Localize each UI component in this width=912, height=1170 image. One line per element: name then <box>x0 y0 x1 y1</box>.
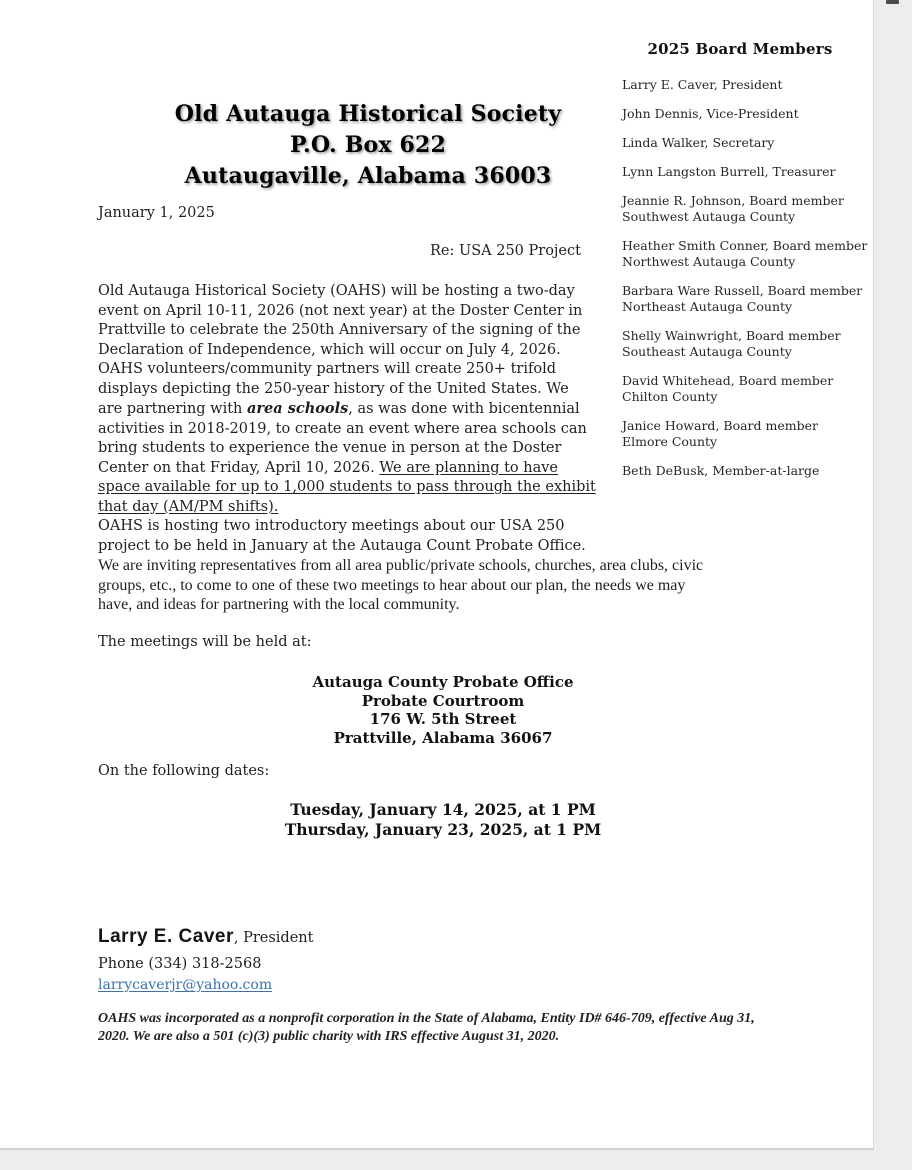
meeting-dates-block <box>98 800 788 839</box>
venue-name: Autauga County Probate Office <box>312 673 574 691</box>
paragraph-event-description: Old Autauga Historical Society (OAHS) will be hosting a two-day event on April 10-11, 2026 (not next year) at the Doster Center in Prattville to celebrate the 250th Anniversary of the signing of the Declaration of Independence, which will occur on July 4, 2026. OAHS volunteers/community partners will create 250+ trifold displays depicting the 250-year history of the United States. We are partnering with area schools, as was done with bicentennial activities in 2018-2019, to create an event where area schools can bring students to experience the venue in person at the Doster Center on that Friday, April 10, 2026. We are planning to have space available for up to 1,000 students to pass through the exhibit that day (AM/PM shifts). <box>98 282 596 517</box>
dates-intro-line: On the following dates: <box>98 763 270 779</box>
venue-city: Prattville, Alabama 36067 <box>333 728 553 747</box>
board-member: David Whitehead, Board member Chilton County <box>622 373 834 404</box>
board-member: Janice Howard, Board member Elmore County <box>622 418 818 449</box>
date-line: January 1, 2025 <box>98 205 215 221</box>
email-link[interactable]: larrycaverjr@yahoo.com <box>98 977 273 993</box>
meeting-date-2: Thursday, January 23, 2025, at 1 PM <box>284 819 602 839</box>
board-member: Jeannie R. Johnson, Board member Southwest Autauga County <box>622 193 844 224</box>
underlined-statement: that day (AM/PM shifts). <box>98 498 279 515</box>
board-member: Barbara Ware Russell, Board member Northeast Autauga County <box>622 283 863 314</box>
venue-room: Probate Courtroom <box>361 691 525 710</box>
board-member: Beth DeBusk, Member-at-large <box>622 463 820 478</box>
subject-line: Re: USA 250 Project <box>430 243 581 259</box>
phone-line: Phone (334) 318-2568 <box>98 956 262 972</box>
signature-line <box>98 926 313 948</box>
meeting-date-1: Tuesday, January 14, 2025, at 1 PM <box>290 800 596 819</box>
scan-artifact-mark <box>886 0 899 4</box>
nonprofit-disclosure: OAHS was incorporated as a nonprofit corporation in the State of Alabama, Entity ID# 646-709, effective Aug 31, 2020. We are also a 501 (c)(3) public charity with IRS effective August 31, 2020. <box>98 1011 755 1044</box>
signature-role: , President <box>233 930 314 946</box>
underlined-statement: We are planning to have <box>379 459 559 476</box>
signature-name: Larry E. Caver <box>98 926 234 947</box>
letterhead <box>96 99 640 192</box>
board-member: Larry E. Caver, President <box>622 77 783 92</box>
venue-address-block <box>98 673 788 747</box>
board-member: Lynn Langston Burrell, Treasurer <box>622 164 836 179</box>
board-member: Heather Smith Conner, Board member Northwest Autauga County <box>622 238 868 269</box>
board-member: Linda Walker, Secretary <box>622 135 775 150</box>
venue-street: 176 W. 5th Street <box>369 710 517 728</box>
org-city-state: Autaugaville, Alabama 36003 <box>184 163 552 189</box>
paragraph-meetings-invitation: OAHS is hosting two introductory meetings about our USA 250 project to be held in January at the Autauga Count Probate Office. We are inviting representatives from all area public/private schools, churches, area clubs, civic groups, etc., to come to one of these two meetings to hear about our plan, the needs we may have, and ideas for partnering with the local community. <box>98 518 704 613</box>
emphasized-area-schools: area schools <box>247 400 349 417</box>
org-po-box: P.O. Box 622 <box>289 132 447 158</box>
board-member: John Dennis, Vice-President <box>622 106 799 121</box>
email-line <box>98 977 272 993</box>
board-members-panel <box>622 40 868 492</box>
underlined-statement: space available for up to 1,000 students to pass through the exhibit <box>98 479 596 495</box>
meetings-intro-line: The meetings will be held at: <box>98 634 312 650</box>
org-name: Old Autauga Historical Society <box>174 101 562 127</box>
board-member: Shelly Wainwright, Board member Southeast Autauga County <box>622 328 841 359</box>
board-members-title: 2025 Board Members <box>647 40 833 58</box>
